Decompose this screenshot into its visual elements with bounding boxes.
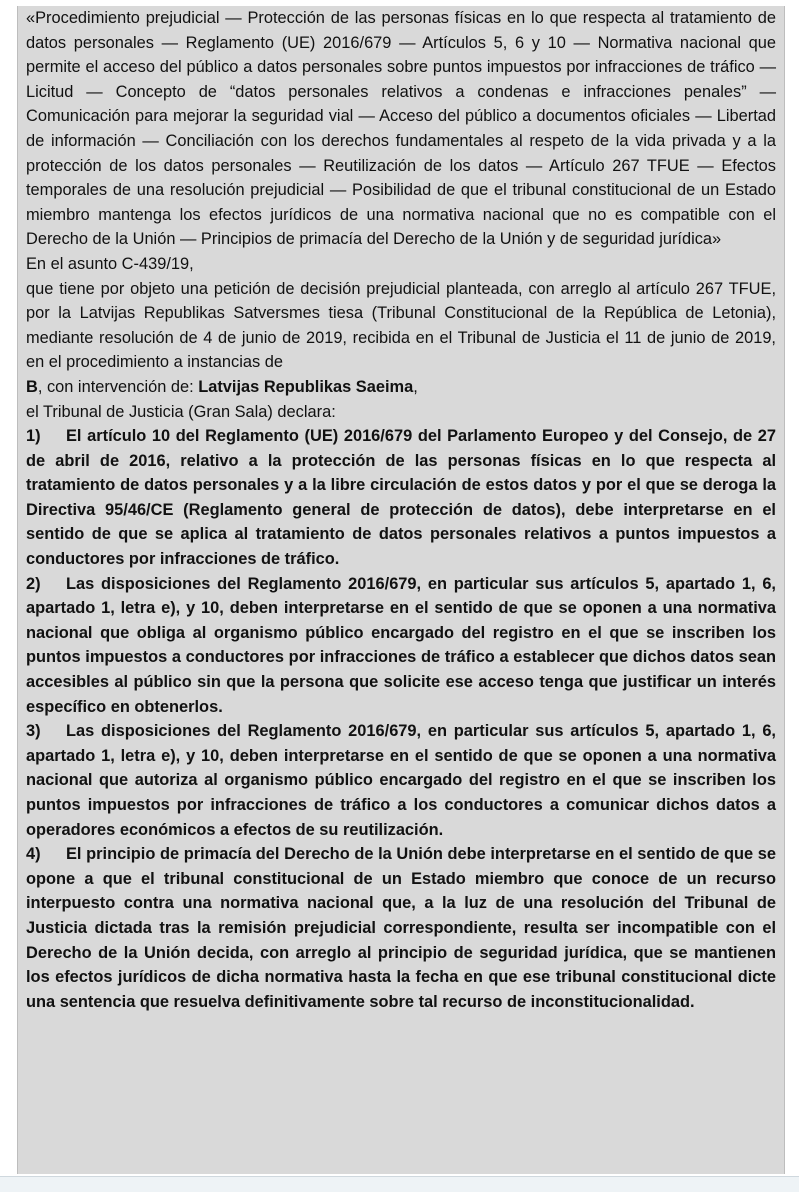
party-b: B (26, 377, 38, 396)
court-declares-line: el Tribunal de Justicia (Gran Sala) declara: (26, 402, 336, 421)
intervener-name: Latvijas Republikas Saeima (198, 377, 414, 396)
ruling-4-text: El principio de primacía del Derecho de la Unión debe interpretarse en el sentido de que se opone a que el tribunal constitucional de un Estado miembro que conoce de un recurso interpuesto contra una normativa nacional que, a la luz de una resolución del Tribunal de Justicia dictada tras la remisión prejudicial correspondiente, resulta ser incompatible con el Derecho de la Unión decida, con arreglo al principio de seguridad jurídica, que se mantienen los efectos jurídicos de dicha normativa hasta la fecha en que ese tribunal constitucional dicte una sentencia que resuelva definitivamente sobre tal recurso de inconstitucionalidad. (26, 845, 776, 1011)
ruling-1-text: El artículo 10 del Reglamento (UE) 2016/679 del Parlamento Europeo y del Consejo, de 27 de abril de 2016, relativo a la protección de las personas físicas en lo que respecta al tratamiento de datos personales y a la libre circulación de estos datos y por el que se deroga la Directiva 95/46/CE (Reglamento general de protección de datos), debe interpretarse en el sentido de que se aplica al tratamiento de datos personales relativos a puntos impuestos a conductores por infracciones de tráfico. (26, 427, 776, 569)
parties-trailing: , (413, 377, 418, 396)
intervention-text: , con intervención de: (37, 377, 199, 396)
ruling-4-number: 4) (26, 845, 41, 864)
request-paragraph: que tiene por objeto una petición de decisión prejudicial planteada, con arreglo al artículo 267 TFUE, por la Latvijas Republikas Satversmes tiesa (Tribunal Constitucional de la República de Letonia), mediante resolución de 4 de junio de 2019, recibida en el Tribunal de Justicia el 11 de junio de 2019, en el procedimiento a instancias de (26, 279, 776, 372)
ruling-2-number: 2) (26, 574, 41, 593)
ruling-2-text: Las disposiciones del Reglamento 2016/679, en particular sus artículos 5, apartado 1, 6, apartado 1, letra e), y 10, deben interpretarse en el sentido de que se oponen a una normativa nacional que obliga al organismo público encargado del registro en el que se inscriben los puntos impuestos a conductores por infracciones de tráfico a establecer que dichos datos sean accesibles al público sin que la persona que solicite ese acceso tenga que justificar un interés específico en obtenerlos. (26, 574, 776, 716)
ruling-4 (26, 842, 776, 1014)
case-number-line: En el asunto C-439/19, (26, 254, 194, 273)
ruling-2 (26, 572, 776, 720)
document-text-box (17, 6, 785, 1174)
ruling-3-text: Las disposiciones del Reglamento 2016/679, en particular sus artículos 5, apartado 1, 6, apartado 1, letra e), y 10, deben interpretarse en el sentido de que se oponen a una normativa nacional que autoriza al organismo público encargado del registro en el que se inscriben los puntos impuestos por infracciones de tráfico a los conductores a comunicar dichos datos a operadores económicos a efectos de su reutilización. (26, 722, 776, 839)
parties-line (26, 375, 776, 400)
ruling-3 (26, 719, 776, 842)
keywords-paragraph: «Procedimiento prejudicial — Protección de las personas físicas en lo que respecta al tratamiento de datos personales — Reglamento (UE) 2016/679 — Artículos 5, 6 y 10 — Normativa nacional que permite el acceso del público a datos personales sobre puntos impuestos por infracciones de tráfico — Licitud — Concepto de “datos personales relativos a condenas e infracciones penales” — Comunicación para mejorar la seguridad vial — Acceso del público a documentos oficiales — Libertad de información — Conciliación con los derechos fundamentales al respeto de la vida privada y a la protección de los datos personales — Reutilización de los datos — Artículo 267 TFUE — Efectos temporales de una resolución prejudicial — Posibilidad de que el tribunal constitucional de un Estado miembro mantenga los efectos jurídicos de una normativa nacional que no es compatible con el Derecho de la Unión — Principios de primacía del Derecho de la Unión y de seguridad jurídica» (26, 9, 776, 249)
ruling-1 (26, 424, 776, 572)
ruling-1-number: 1) (26, 427, 41, 446)
bottom-strip (0, 1176, 799, 1192)
ruling-3-number: 3) (26, 722, 41, 741)
